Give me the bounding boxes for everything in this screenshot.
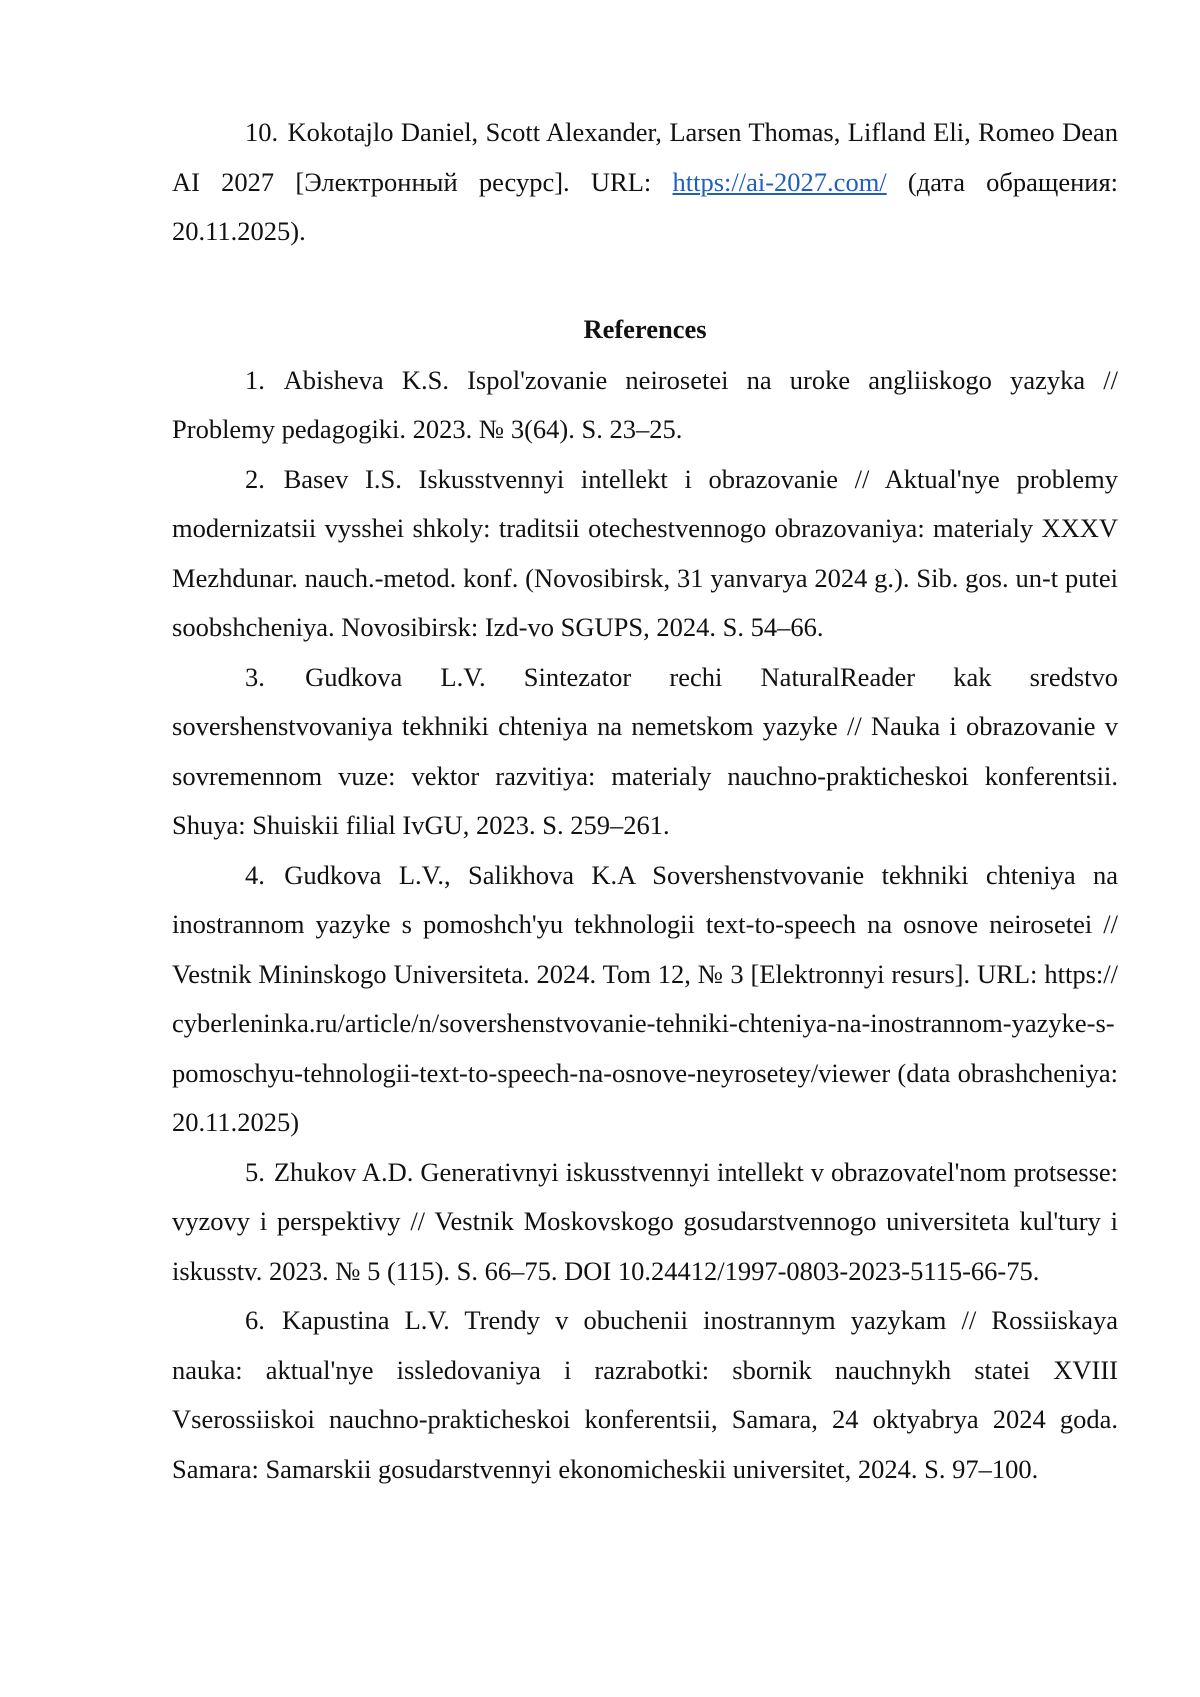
reference-number: 4.: [245, 859, 265, 890]
entry-number: 10.: [245, 117, 279, 147]
reference-text: Zhukov A.D. Generativnyi iskusstvennyi intellekt v obrazovatel'nom protsesse: vyzovy i perspektivy // Vestnik Moskovskogo gosudarstvennogo universiteta kul'tury i iskusstv. 2023. № 5 (115). S. 66–75. DOI 10.24412/1997-0803-2023-5115-66-75.: [172, 1156, 1118, 1286]
reference-item-3: [172, 653, 1118, 851]
reference-text: Gudkova L.V., Salikhova K.A Sovershenstvovanie tekhniki chteniya na inostrannom yazyke s pomoshch'yu tekhnologii text-to-speech na osnove neirosetei // Vestnik Mininskogo Universiteta. 2024. Tom 12, № 3 [Elektronnyi resurs]. URL:: [172, 859, 1118, 989]
reference-number: 6.: [245, 1305, 265, 1335]
entry-url-link[interactable]: https://ai-2027.com/: [672, 166, 887, 197]
bibliography-entry-10: [172, 108, 1118, 257]
entry-text: Kokotajlo Daniel, Scott Alexander, Larsen Thomas, Lifland Eli, Romeo Dean AI 2027 [Электронный ресурс]. URL:: [172, 117, 1118, 197]
reference-access-date: (data obrashcheniya: 20.11.2025): [172, 1057, 1118, 1137]
reference-text: Gudkova L.V. Sintezator rechi NaturalReader kak sredstvo sovershenstvovaniya tekhniki chteniya na nemetskom yazyke // Nauka i obrazovanie v sovremennom vuze: vektor razvitiya: materialy nauchno-prakticheskoi konferentsii. Shuya: Shuiskii filial IvGU, 2023. S. 259–261.: [172, 661, 1119, 840]
reference-item-4: [172, 851, 1118, 1148]
entry-access-date: (дата обращения: 20.11.2025).: [172, 166, 1119, 246]
reference-number: 2.: [245, 463, 265, 494]
reference-item-2: [172, 455, 1118, 653]
references-heading: References: [583, 313, 707, 344]
reference-item-6: [172, 1296, 1118, 1494]
reference-number: 3.: [245, 661, 265, 692]
reference-number: 5.: [245, 1156, 265, 1187]
reference-number: 1.: [245, 364, 265, 395]
reference-item-5: [172, 1148, 1118, 1297]
reference-text: Basev I.S. Iskusstvennyi intellekt i obrazovanie // Aktual'nye problemy modernizatsii vysshei shkoly: traditsii otechestvennogo obrazovaniya: materialy XXXV Mezhdunar. nauch.-metod. konf. (Novosibirsk, 31 yanvarya 2024 g.). Sib. gos. un-t putei soobshcheniya. Novosibirsk: Izd-vo SGUPS, 2024. S. 54–66.: [172, 463, 1119, 642]
reference-item-1: [172, 356, 1118, 455]
reference-text: Abisheva K.S. Ispol'zovanie neirosetei na uroke angliiskogo yazyka // Problemy pedagogiki. 2023. № 3(64). S. 23–25.: [172, 364, 1118, 444]
reference-url: https://cyberleninka.ru/article/n/sovershenstvovanie-tehniki-chteniya-na-inostrannom-yazyke-s-pomoschyu-tehnologii-text-to-speech-na-osnove-neyrosetey/viewer: [172, 958, 1118, 1088]
reference-text: Kapustina L.V. Trendy v obuchenii inostrannym yazykam // Rossiiskaya nauka: aktual'nye issledovaniya i razrabotki: sbornik nauchnykh statei XVIII Vserossiiskoi nauchno-prakticheskoi konferentsii, Samara, 24 oktyabrya 2024 goda. Samara: Samarskii gosudarstvennyi ekonomicheskii universitet, 2024. S. 97–100.: [172, 1305, 1119, 1484]
references-list: [172, 356, 1118, 1495]
